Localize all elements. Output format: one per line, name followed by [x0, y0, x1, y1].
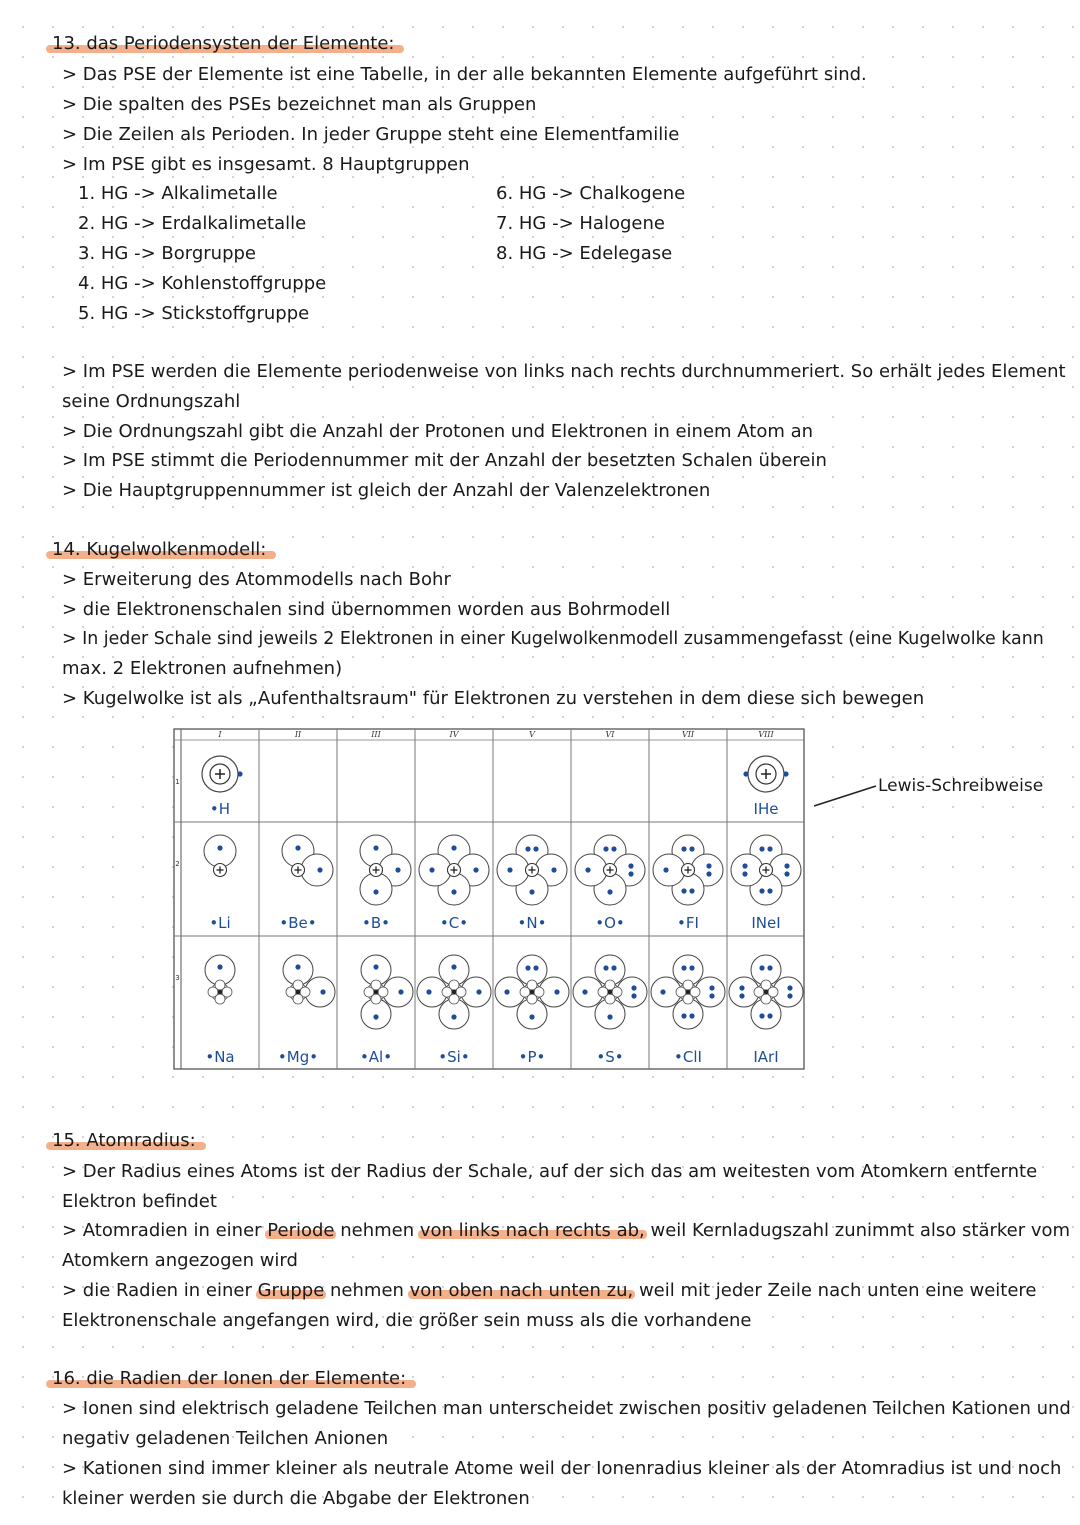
- electron: [628, 871, 633, 876]
- electron: [529, 1014, 534, 1019]
- nucleus: [608, 990, 613, 995]
- nucleus: [530, 990, 535, 995]
- s13-line-7: > Im PSE stimmt die Periodennummer mit der Anzahl der besetzten Schalen überein: [62, 450, 827, 471]
- s15-l2-part-e: weil Kernladugszahl zunimmt also stärker vom: [644, 1220, 1071, 1241]
- electron: [603, 846, 608, 851]
- lewis-pointer-line: [810, 782, 880, 812]
- lewis-symbol: •Al•: [359, 1048, 393, 1066]
- electron: [767, 965, 772, 970]
- lewis-symbol: •P•: [518, 1048, 546, 1066]
- sphere-cloud: [653, 854, 685, 886]
- group-header: VIII: [758, 730, 774, 739]
- lewis-symbol: •C•: [439, 914, 469, 932]
- electron: [395, 867, 400, 872]
- section-13-heading: 13. das Periodensysten der Elemente:: [48, 34, 398, 54]
- lewis-label: Lewis-Schreibweise: [878, 776, 1044, 796]
- sphere-cloud: [419, 854, 451, 886]
- electron: [681, 846, 686, 851]
- electron: [759, 888, 764, 893]
- s15-line-3: [62, 1280, 1037, 1302]
- electron: [784, 871, 789, 876]
- hg-item-7: 7. HG -> Halogene: [496, 213, 665, 234]
- nucleus: [764, 990, 769, 995]
- s16-line-1: > Ionen sind elektrisch geladene Teilchen man unterscheidet zwischen positiv geladenen Teilchen Kationen und: [62, 1398, 1071, 1419]
- electron: [533, 846, 538, 851]
- sphere-cloud: [301, 854, 333, 886]
- electron: [551, 867, 556, 872]
- group-header: II: [294, 730, 302, 739]
- inner-cloud: [286, 987, 296, 997]
- highlight-periode: Periode: [267, 1220, 335, 1241]
- electron: [742, 863, 747, 868]
- section-14-heading: 14. Kugelwolkenmodell:: [48, 540, 270, 560]
- s13-line-4: > Im PSE gibt es insgesamt. 8 Hauptgruppen: [62, 154, 470, 175]
- electron: [451, 1014, 456, 1019]
- electron: [607, 889, 612, 894]
- hg-item-2: 2. HG -> Erdalkalimetalle: [78, 213, 307, 234]
- electron: [784, 863, 789, 868]
- electron: [607, 1014, 612, 1019]
- s16-line-2b: kleiner werden sie durch die Abgabe der Elektronen: [62, 1488, 530, 1509]
- s15-line-1: > Der Radius eines Atoms ist der Radius der Schale, auf der sich das am weitesten vom Atomkern entfernte: [62, 1161, 1038, 1182]
- s14-line-1: > Erweiterung des Atommodells nach Bohr: [62, 569, 451, 590]
- s13-line-3: > Die Zeilen als Perioden. In jeder Gruppe steht eine Elementfamilie: [62, 124, 680, 145]
- electron: [373, 964, 378, 969]
- lewis-symbol: •O•: [595, 914, 625, 932]
- s15-l3-part-a: > die Radien in einer: [62, 1280, 258, 1301]
- nucleus: [218, 990, 223, 995]
- electron: [533, 965, 538, 970]
- group-header: V: [529, 730, 535, 739]
- s14-line-3: > In jeder Schale sind jeweils 2 Elektronen in einer Kugelwolkenmodell zusammengefasst (eine Kugelwolke kann: [62, 629, 1044, 649]
- highlight-gruppe: Gruppe: [257, 1280, 325, 1301]
- hg-item-6: 6. HG -> Chalkogene: [496, 183, 686, 204]
- group-header: III: [371, 730, 381, 739]
- electron: [426, 989, 431, 994]
- electron: [451, 845, 456, 850]
- sphere-cloud: [204, 835, 236, 867]
- electron: [663, 867, 668, 872]
- electron: [611, 846, 616, 851]
- electron: [237, 771, 242, 776]
- electron: [217, 964, 222, 969]
- s16-line-1b: negativ geladenen Teilchen Anionen: [62, 1428, 389, 1449]
- s15-line-3f: Elektronenschale angefangen wird, die größer sein muss als die vorhandene: [62, 1310, 752, 1331]
- electron: [681, 1013, 686, 1018]
- electron: [317, 867, 322, 872]
- inner-cloud: [364, 987, 374, 997]
- lewis-symbol: •Be•: [279, 914, 317, 932]
- electron: [743, 771, 748, 776]
- s15-l2-part-a: > Atomradien in einer: [62, 1220, 268, 1241]
- electron: [689, 965, 694, 970]
- electron: [631, 985, 636, 990]
- highlight-links-rechts: von links nach rechts ab,: [419, 1220, 645, 1241]
- nucleus: [374, 990, 379, 995]
- s15-line-1b: Elektron befindet: [62, 1191, 217, 1212]
- hg-item-5: 5. HG -> Stickstoffgruppe: [78, 303, 310, 324]
- electron: [320, 989, 325, 994]
- period-number: 2: [175, 860, 180, 868]
- hg-item-3: 3. HG -> Borgruppe: [78, 243, 257, 264]
- electron: [529, 889, 534, 894]
- electron: [373, 889, 378, 894]
- s13-line-8: > Die Hauptgruppennummer ist gleich der Anzahl der Valenzelektronen: [62, 480, 711, 501]
- s13-line-5b: seine Ordnungszahl: [62, 391, 241, 412]
- period-number: 3: [175, 974, 180, 982]
- sphere-cloud: [575, 854, 607, 886]
- electron: [767, 888, 772, 893]
- electron: [373, 845, 378, 850]
- section-15-heading: 15. Atomradius:: [48, 1131, 200, 1151]
- sphere-cloud: [360, 873, 392, 905]
- electron: [631, 993, 636, 998]
- s13-line-6: > Die Ordnungszahl gibt die Anzahl der Protonen und Elektronen in einem Atom an: [62, 421, 814, 442]
- electron: [451, 889, 456, 894]
- period-number: 1: [175, 778, 180, 786]
- s14-line-2: > die Elektronenschalen sind übernommen worden aus Bohrmodell: [62, 599, 671, 620]
- electron: [429, 867, 434, 872]
- electron: [767, 1013, 772, 1018]
- group-header: I: [218, 730, 222, 739]
- electron: [787, 993, 792, 998]
- electron: [554, 989, 559, 994]
- electron: [739, 985, 744, 990]
- lewis-symbol: •N•: [517, 914, 547, 932]
- group-header: VI: [605, 730, 615, 739]
- electron: [398, 989, 403, 994]
- hg-item-4: 4. HG -> Kohlenstoffgruppe: [78, 273, 327, 294]
- electron: [681, 888, 686, 893]
- pse-sphere-cloud-table: [173, 728, 813, 1078]
- lewis-symbol: IArI: [753, 1048, 779, 1066]
- electron: [660, 989, 665, 994]
- inner-cloud: [520, 987, 530, 997]
- electron: [689, 888, 694, 893]
- nucleus: [686, 990, 691, 995]
- electron: [767, 846, 772, 851]
- electron: [706, 863, 711, 868]
- electron: [709, 993, 714, 998]
- electron: [582, 989, 587, 994]
- section-16-heading: 16. die Radien der Ionen der Elemente:: [48, 1369, 410, 1389]
- electron: [217, 845, 222, 850]
- inner-cloud: [208, 987, 218, 997]
- s15-l2-part-c: nehmen: [334, 1220, 420, 1241]
- highlight-oben-unten: von oben nach unten zu,: [409, 1280, 634, 1301]
- electron: [706, 871, 711, 876]
- electron: [476, 989, 481, 994]
- electron: [742, 871, 747, 876]
- lewis-symbol: •H: [209, 800, 231, 818]
- electron: [507, 867, 512, 872]
- lewis-symbol: IHe: [753, 800, 779, 818]
- hg-item-1: 1. HG -> Alkalimetalle: [78, 183, 278, 204]
- electron: [628, 863, 633, 868]
- electron: [681, 965, 686, 970]
- s15-l3-part-e: weil mit jeder Zeile nach unten eine weitere: [633, 1280, 1037, 1301]
- s15-line-2: [62, 1220, 1070, 1242]
- sphere-cloud: [731, 854, 763, 886]
- electron: [525, 965, 530, 970]
- electron: [759, 1013, 764, 1018]
- s14-line-4: > Kugelwolke ist als „Aufenthaltsraum" für Elektronen zu verstehen in dem diese sich bewegen: [62, 688, 925, 709]
- electron: [373, 1014, 378, 1019]
- inner-cloud: [754, 987, 764, 997]
- group-header: IV: [449, 730, 459, 739]
- lewis-symbol: •Mg•: [277, 1048, 319, 1066]
- electron: [759, 965, 764, 970]
- group-header: VII: [681, 730, 695, 739]
- lewis-symbol: •ClI: [674, 1048, 702, 1066]
- hg-item-8: 8. HG -> Edelegase: [496, 243, 673, 264]
- nucleus: [452, 990, 457, 995]
- electron: [787, 985, 792, 990]
- nucleus: [296, 990, 301, 995]
- electron: [603, 965, 608, 970]
- inner-cloud: [442, 987, 452, 997]
- electron: [451, 964, 456, 969]
- electron: [525, 846, 530, 851]
- s15-line-2f: Atomkern angezogen wird: [62, 1250, 298, 1271]
- lewis-symbol: •FI: [677, 914, 699, 932]
- lewis-symbol: INeI: [751, 914, 781, 932]
- inner-cloud: [676, 987, 686, 997]
- electron: [689, 1013, 694, 1018]
- s15-l3-part-c: nehmen: [324, 1280, 410, 1301]
- electron: [473, 867, 478, 872]
- electron: [689, 846, 694, 851]
- electron: [295, 845, 300, 850]
- electron: [585, 867, 590, 872]
- sphere-cloud: [497, 854, 529, 886]
- electron: [759, 846, 764, 851]
- s13-line-1: > Das PSE der Elemente ist eine Tabelle, in der alle bekannten Elemente aufgeführt sind.: [62, 64, 867, 85]
- electron: [504, 989, 509, 994]
- s14-line-3b: max. 2 Elektronen aufnehmen): [62, 658, 343, 679]
- lewis-symbol: •S•: [596, 1048, 624, 1066]
- table-frame: [174, 729, 804, 1069]
- s13-line-2: > Die spalten des PSEs bezeichnet man als Gruppen: [62, 94, 537, 115]
- lewis-symbol: •Si•: [438, 1048, 470, 1066]
- lewis-symbol: •B•: [362, 914, 390, 932]
- electron: [611, 965, 616, 970]
- lewis-symbol: •Li: [209, 914, 231, 932]
- electron: [739, 993, 744, 998]
- electron: [709, 985, 714, 990]
- lewis-symbol: •Na: [205, 1048, 235, 1066]
- inner-cloud: [598, 987, 608, 997]
- s13-line-5: > Im PSE werden die Elemente periodenweise von links nach rechts durchnummeriert. So erhält jedes Element: [62, 361, 1066, 382]
- electron: [783, 771, 788, 776]
- s16-line-2: > Kationen sind immer kleiner als neutrale Atome weil der Ionenradius kleiner als der Atomradius ist und noch: [62, 1458, 1062, 1479]
- electron: [295, 964, 300, 969]
